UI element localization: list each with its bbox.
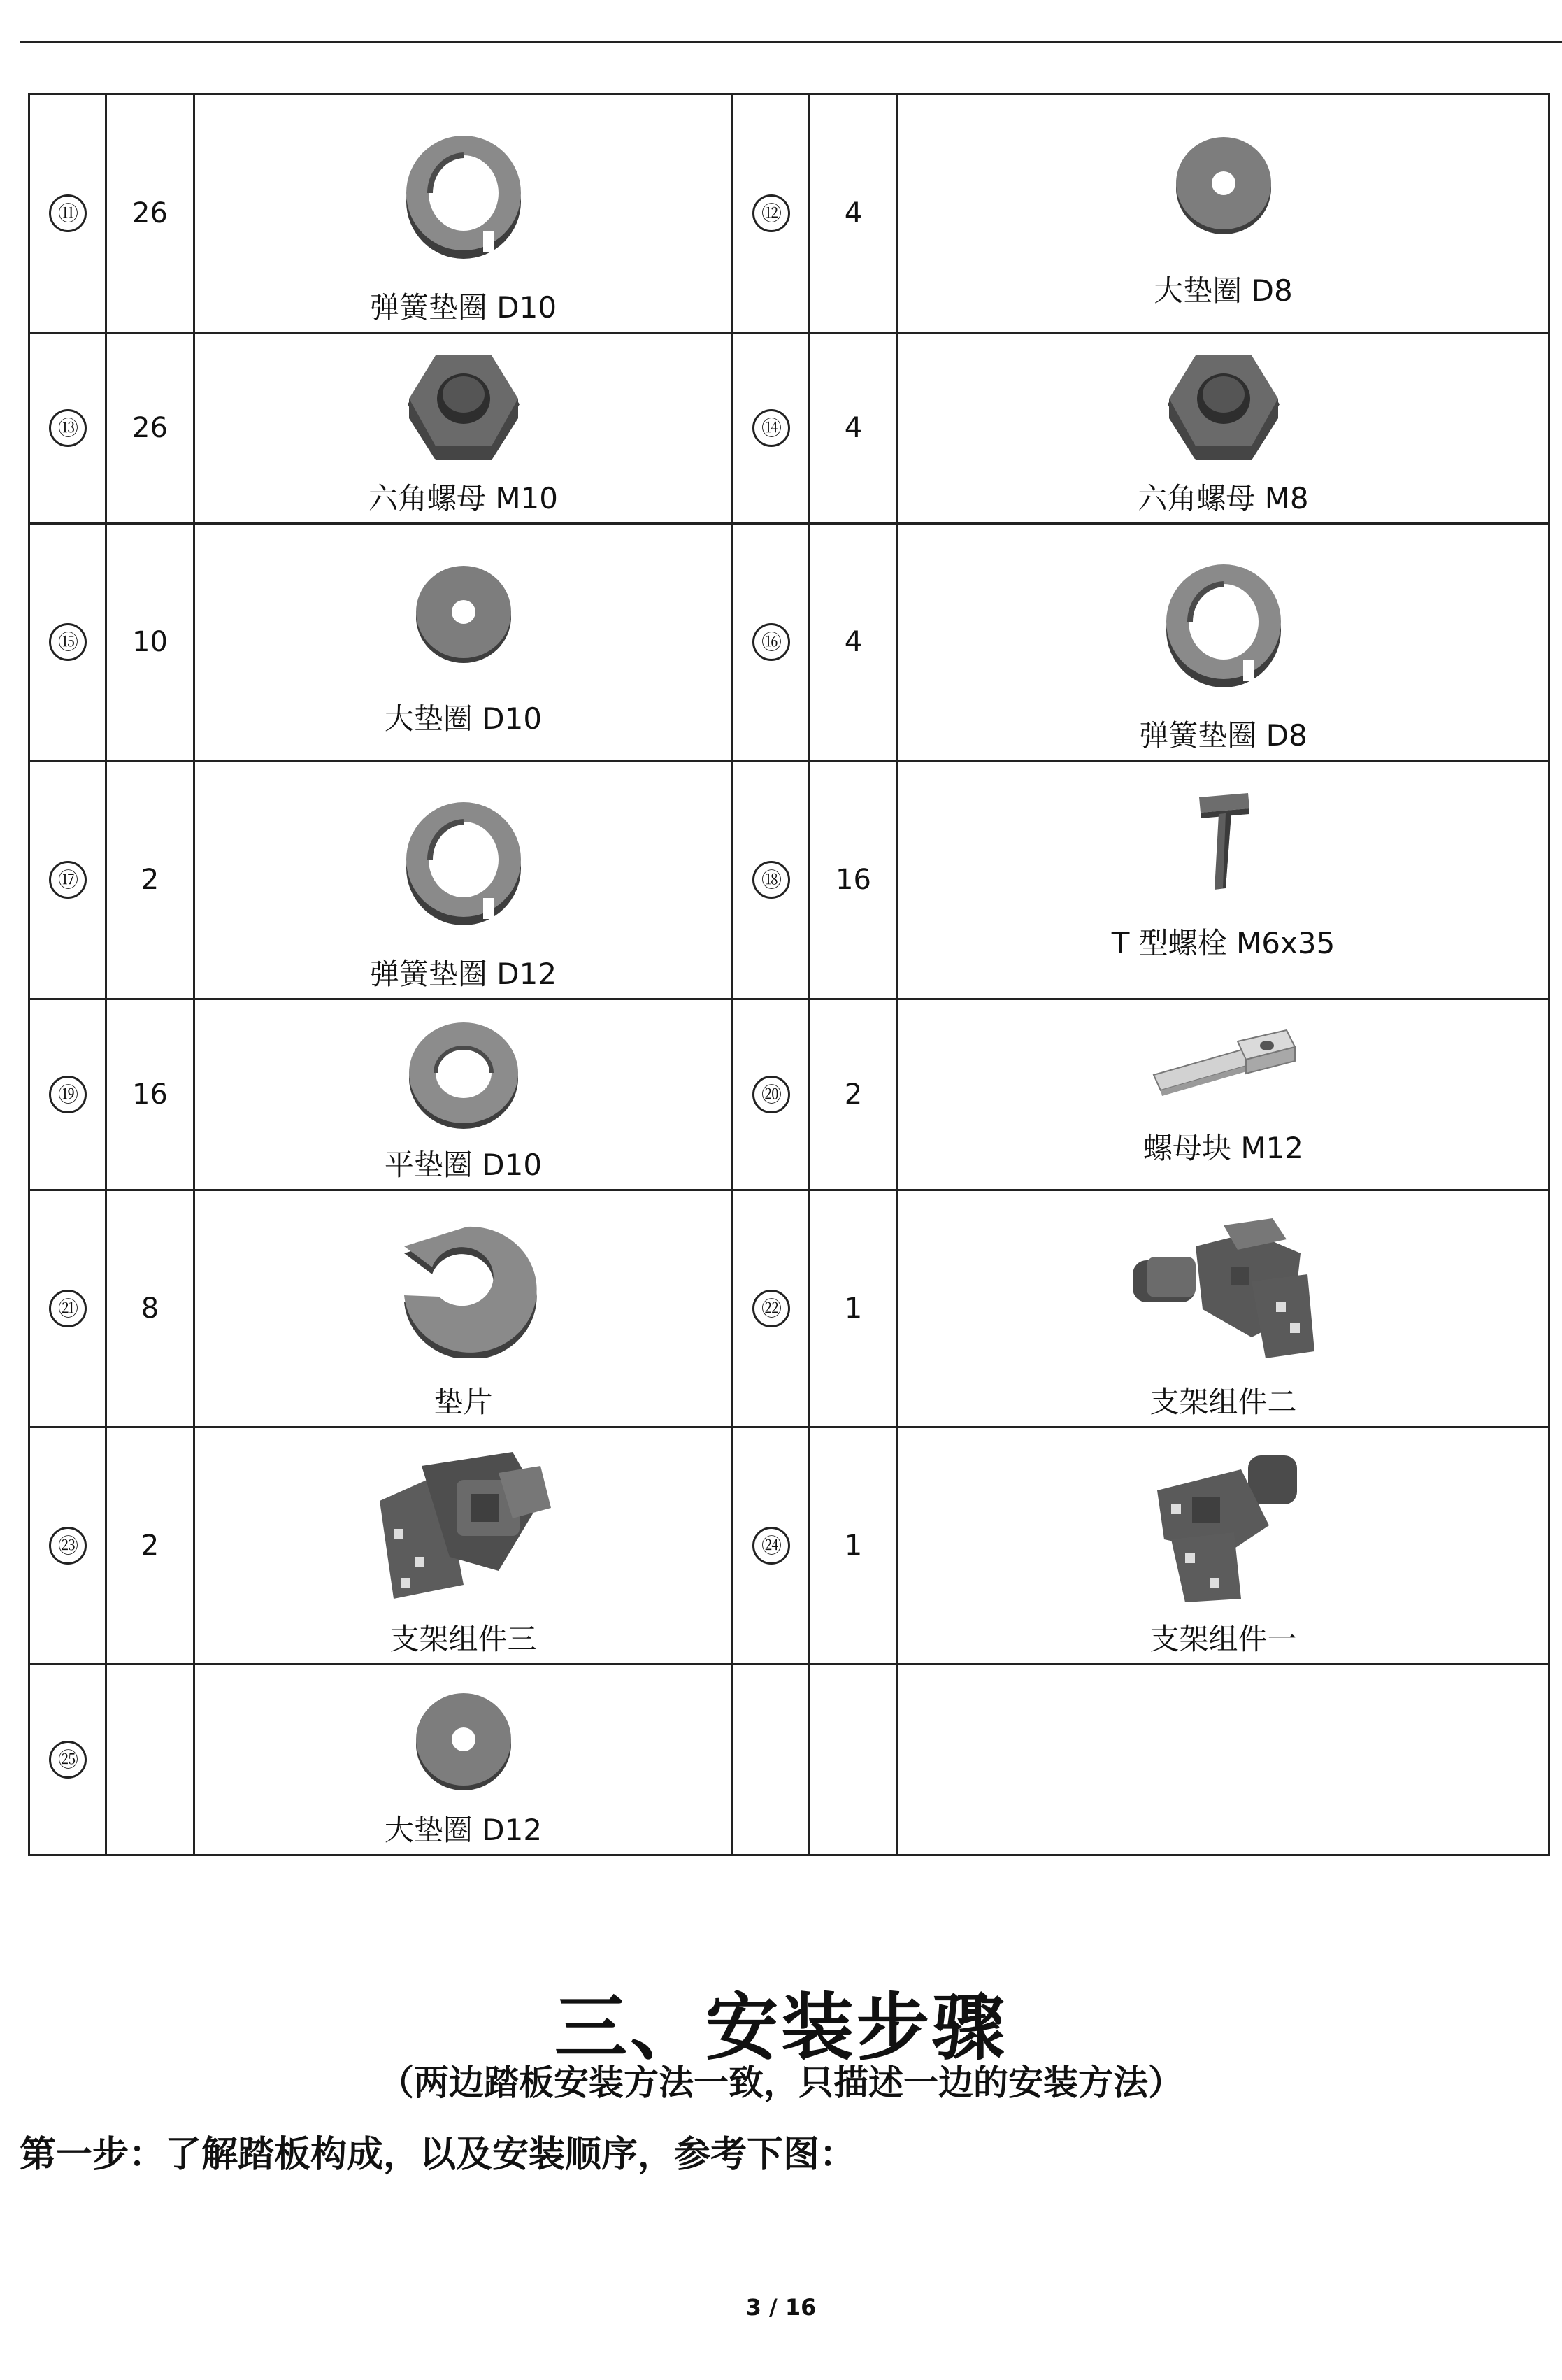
part-index-cell: [29, 1190, 106, 1427]
part-index: ㉒: [752, 1290, 790, 1327]
nut-block-icon: [1147, 1026, 1301, 1103]
part-index-cell: [733, 333, 810, 524]
part-index: ㉑: [49, 1290, 87, 1327]
part-qty: 2: [106, 1427, 194, 1665]
part-cell: [194, 1427, 733, 1665]
large-washer-icon: [411, 1687, 516, 1792]
part-index: ⑱: [752, 861, 790, 899]
part-cell: [194, 1190, 733, 1427]
part-index: ⑳: [752, 1076, 790, 1113]
part-qty: 10: [106, 524, 194, 761]
part-name: 支架组件三: [389, 1622, 537, 1656]
table-row: [29, 524, 1549, 761]
section-title: 三、安装步骤: [554, 1985, 1008, 2070]
part-index: ⑫: [752, 194, 790, 232]
part-qty: 2: [810, 999, 898, 1190]
part-cell: [194, 1665, 733, 1855]
large-washer-icon: [411, 560, 516, 664]
part-index-cell: [733, 1427, 810, 1665]
part-index: ⑮: [49, 623, 87, 661]
part-index-cell: [29, 1427, 106, 1665]
part-qty: 1: [810, 1190, 898, 1427]
part-index-cell: [29, 333, 106, 524]
part-qty: 4: [810, 94, 898, 333]
part-qty: [106, 1665, 194, 1855]
part-index-cell: [733, 524, 810, 761]
hex-nut-icon: [401, 348, 526, 467]
large-washer-icon: [1171, 131, 1276, 236]
page-number: 3 / 16: [745, 2294, 817, 2321]
part-qty: 4: [810, 524, 898, 761]
part-cell: [194, 761, 733, 999]
t-bolt-icon: [1185, 790, 1262, 895]
part-name: 平垫圈 D10: [384, 1148, 543, 1182]
c-shim-icon: [390, 1218, 537, 1358]
header-rule: [20, 41, 1562, 43]
part-cell: [898, 333, 1549, 524]
part-index-cell: [29, 524, 106, 761]
empty-cell: [733, 1665, 810, 1855]
part-index-cell: [733, 1190, 810, 1427]
part-index-cell: [29, 761, 106, 999]
table-row: [29, 761, 1549, 999]
table-row: [29, 1190, 1549, 1427]
part-index: ⑭: [752, 409, 790, 447]
flat-washer-icon: [404, 1018, 523, 1130]
part-index-cell: [29, 94, 106, 333]
table-row: [29, 1427, 1549, 1665]
part-index: ⑬: [49, 409, 87, 447]
part-name: 垫片: [434, 1385, 493, 1419]
part-cell: [898, 761, 1549, 999]
table-row: [29, 999, 1549, 1190]
part-index: ⑲: [49, 1076, 87, 1113]
table-row: [29, 94, 1549, 333]
part-name: 大垫圈 D10: [384, 701, 543, 736]
part-index-cell: [733, 761, 810, 999]
part-index: ⑪: [49, 194, 87, 232]
table-row: [29, 333, 1549, 524]
part-qty: 16: [810, 761, 898, 999]
part-name: 六角螺母 M10: [368, 481, 559, 515]
part-index: ⑰: [49, 861, 87, 899]
part-cell: [194, 94, 733, 333]
part-name: 六角螺母 M8: [1138, 481, 1309, 515]
empty-cell: [810, 1665, 898, 1855]
part-name: 支架组件一: [1149, 1622, 1297, 1656]
part-index-cell: [29, 1665, 106, 1855]
part-name: 弹簧垫圈 D8: [1139, 718, 1307, 753]
part-name: 大垫圈 D8: [1154, 273, 1293, 308]
part-qty: 26: [106, 333, 194, 524]
part-qty: 8: [106, 1190, 194, 1427]
empty-cell: [898, 1665, 1549, 1855]
part-cell: [194, 999, 733, 1190]
spring-washer-icon: [394, 123, 533, 263]
part-qty: 16: [106, 999, 194, 1190]
part-name: 螺母块 M12: [1142, 1131, 1304, 1165]
part-index-cell: [29, 999, 106, 1190]
part-cell: [898, 1190, 1549, 1427]
step-one-text: 第一步：了解踏板构成，以及安装顺序，参考下图：: [20, 2134, 857, 2176]
part-index: ㉕: [49, 1741, 87, 1779]
part-name: 大垫圈 D12: [384, 1813, 543, 1847]
part-index: ㉓: [49, 1527, 87, 1565]
spring-washer-icon: [1154, 552, 1294, 692]
table-row: [29, 1665, 1549, 1855]
part-index: ⑯: [752, 623, 790, 661]
part-qty: 4: [810, 333, 898, 524]
part-cell: [898, 1427, 1549, 1665]
bracket-assembly-icon: [1126, 1218, 1321, 1358]
part-name: 支架组件二: [1149, 1385, 1297, 1419]
part-cell: [898, 524, 1549, 761]
part-index-cell: [733, 94, 810, 333]
part-name: T 型螺栓 M6x35: [1111, 926, 1335, 960]
part-cell: [194, 524, 733, 761]
spring-washer-icon: [394, 790, 533, 929]
part-qty: 1: [810, 1427, 898, 1665]
part-name: 弹簧垫圈 D12: [369, 957, 557, 991]
part-qty: 26: [106, 94, 194, 333]
part-cell: [898, 94, 1549, 333]
parts-table: [28, 93, 1550, 1856]
bracket-assembly-icon: [373, 1452, 554, 1599]
hex-nut-icon: [1161, 348, 1287, 467]
part-index: ㉔: [752, 1527, 790, 1565]
part-qty: 2: [106, 761, 194, 999]
bracket-assembly-icon: [1143, 1448, 1304, 1602]
section-subtitle: （两边踏板安装方法一致，只描述一边的安装方法）: [379, 2062, 1183, 2103]
part-cell: [194, 333, 733, 524]
part-cell: [898, 999, 1549, 1190]
part-name: 弹簧垫圈 D10: [369, 290, 557, 325]
part-index-cell: [733, 999, 810, 1190]
